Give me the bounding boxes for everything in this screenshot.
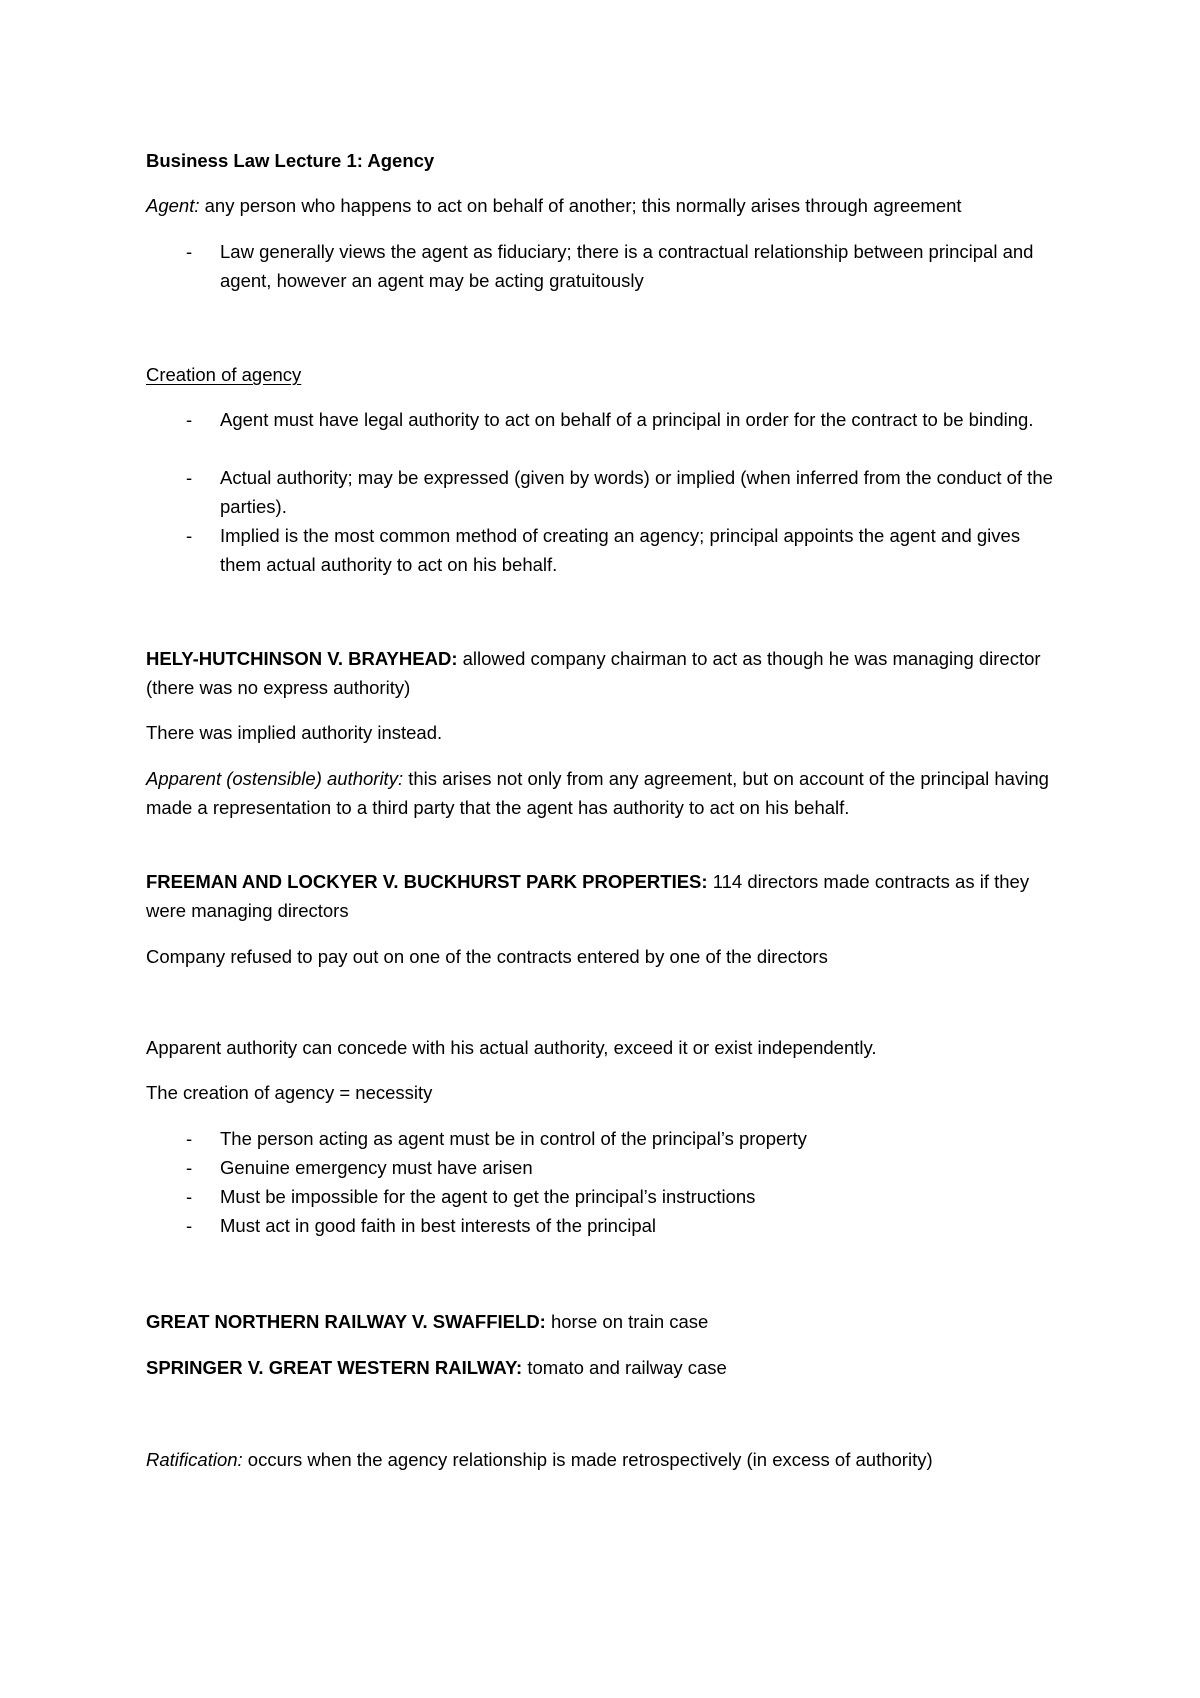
freeman-note: Company refused to pay out on one of the contracts entered by one of the directors [146,946,828,967]
list-item [146,1153,1066,1182]
ratification-text: occurs when the agency relationship is made retrospectively (in excess of authority) [242,1449,933,1470]
apparent-authority-note: Apparent authority can concede with his actual authority, exceed it or exist independently. [146,1037,877,1058]
list-item [146,405,1066,463]
case-springer [146,1353,1066,1382]
bullet-marker: - [186,1128,193,1149]
apparent-text: this arises not only from any agreement, but on account of the principal having made a representation to a third party that the agent has authority to act on his behalf. [146,768,1049,818]
hely-note: There was implied authority instead. [146,722,443,743]
list-item [146,1211,1066,1240]
agent-definition-text: any person who happens to act on behalf of another; this normally arises through agreement [199,195,962,216]
list-item-text: Actual authority; may be expressed (given by words) or implied (when inferred from the conduct of the parties). [220,467,1053,517]
case-hely-hutchinson [146,644,1066,702]
bullet-marker: - [186,1157,193,1178]
list-item-text: Law generally views the agent as fiduciary; there is a contractual relationship between principal and agent, however an agent may be acting gratuitously [220,241,1034,291]
bullet-marker: - [186,525,193,546]
case-text: horse on train case [545,1311,709,1332]
list-item-text: Implied is the most common method of creating an agency; principal appoints the agent and gives them actual authority to act on his behalf. [220,525,1021,575]
list-item-text: The person acting as agent must be in control of the principal’s property [220,1128,807,1149]
bullet-marker: - [186,1186,193,1207]
case-text: allowed company chairman to act as though he was managing director (there was no express authority) [146,648,1041,698]
list-item [146,237,1066,297]
ratification-term: Ratification: [146,1449,243,1470]
case-name: FREEMAN AND LOCKYER V. BUCKHURST PARK PROPERTIES: [146,871,708,892]
list-item-text: Must be impossible for the agent to get the principal’s instructions [220,1186,756,1207]
section-heading-creation: Creation of agency [146,364,302,385]
list-item [146,1124,1066,1153]
ratification-definition [146,1445,1066,1474]
document-title: Business Law Lecture 1: Agency [146,150,435,171]
case-name: GREAT NORTHERN RAILWAY V. SWAFFIELD: [146,1311,546,1332]
list-item [146,1182,1066,1211]
case-great-northern-railway [146,1307,1066,1336]
bullet-marker: - [186,241,193,262]
list-item [146,463,1066,521]
agent-term: Agent: [146,195,200,216]
apparent-term: Apparent (ostensible) authority: [146,768,404,789]
case-text: tomato and railway case [522,1357,727,1378]
list-item-text: Genuine emergency must have arisen [220,1157,533,1178]
bullet-marker: - [186,1215,193,1236]
bullet-marker: - [186,409,193,430]
agent-definition [146,191,1066,220]
list-item-text: Must act in good faith in best interests of the principal [220,1215,657,1236]
case-name: SPRINGER V. GREAT WESTERN RAILWAY: [146,1357,523,1378]
list-item [146,521,1066,579]
case-name: HELY-HUTCHINSON V. BRAYHEAD: [146,648,458,669]
apparent-authority-definition [146,764,1066,822]
case-text: 114 directors made contracts as if they were managing directors [146,871,1030,921]
list-item-text: Agent must have legal authority to act on behalf of a principal in order for the contract to be binding. [220,409,1034,430]
case-freeman-lockyer [146,867,1066,925]
section-heading-necessity: The creation of agency = necessity [146,1082,433,1103]
bullet-marker: - [186,467,193,488]
